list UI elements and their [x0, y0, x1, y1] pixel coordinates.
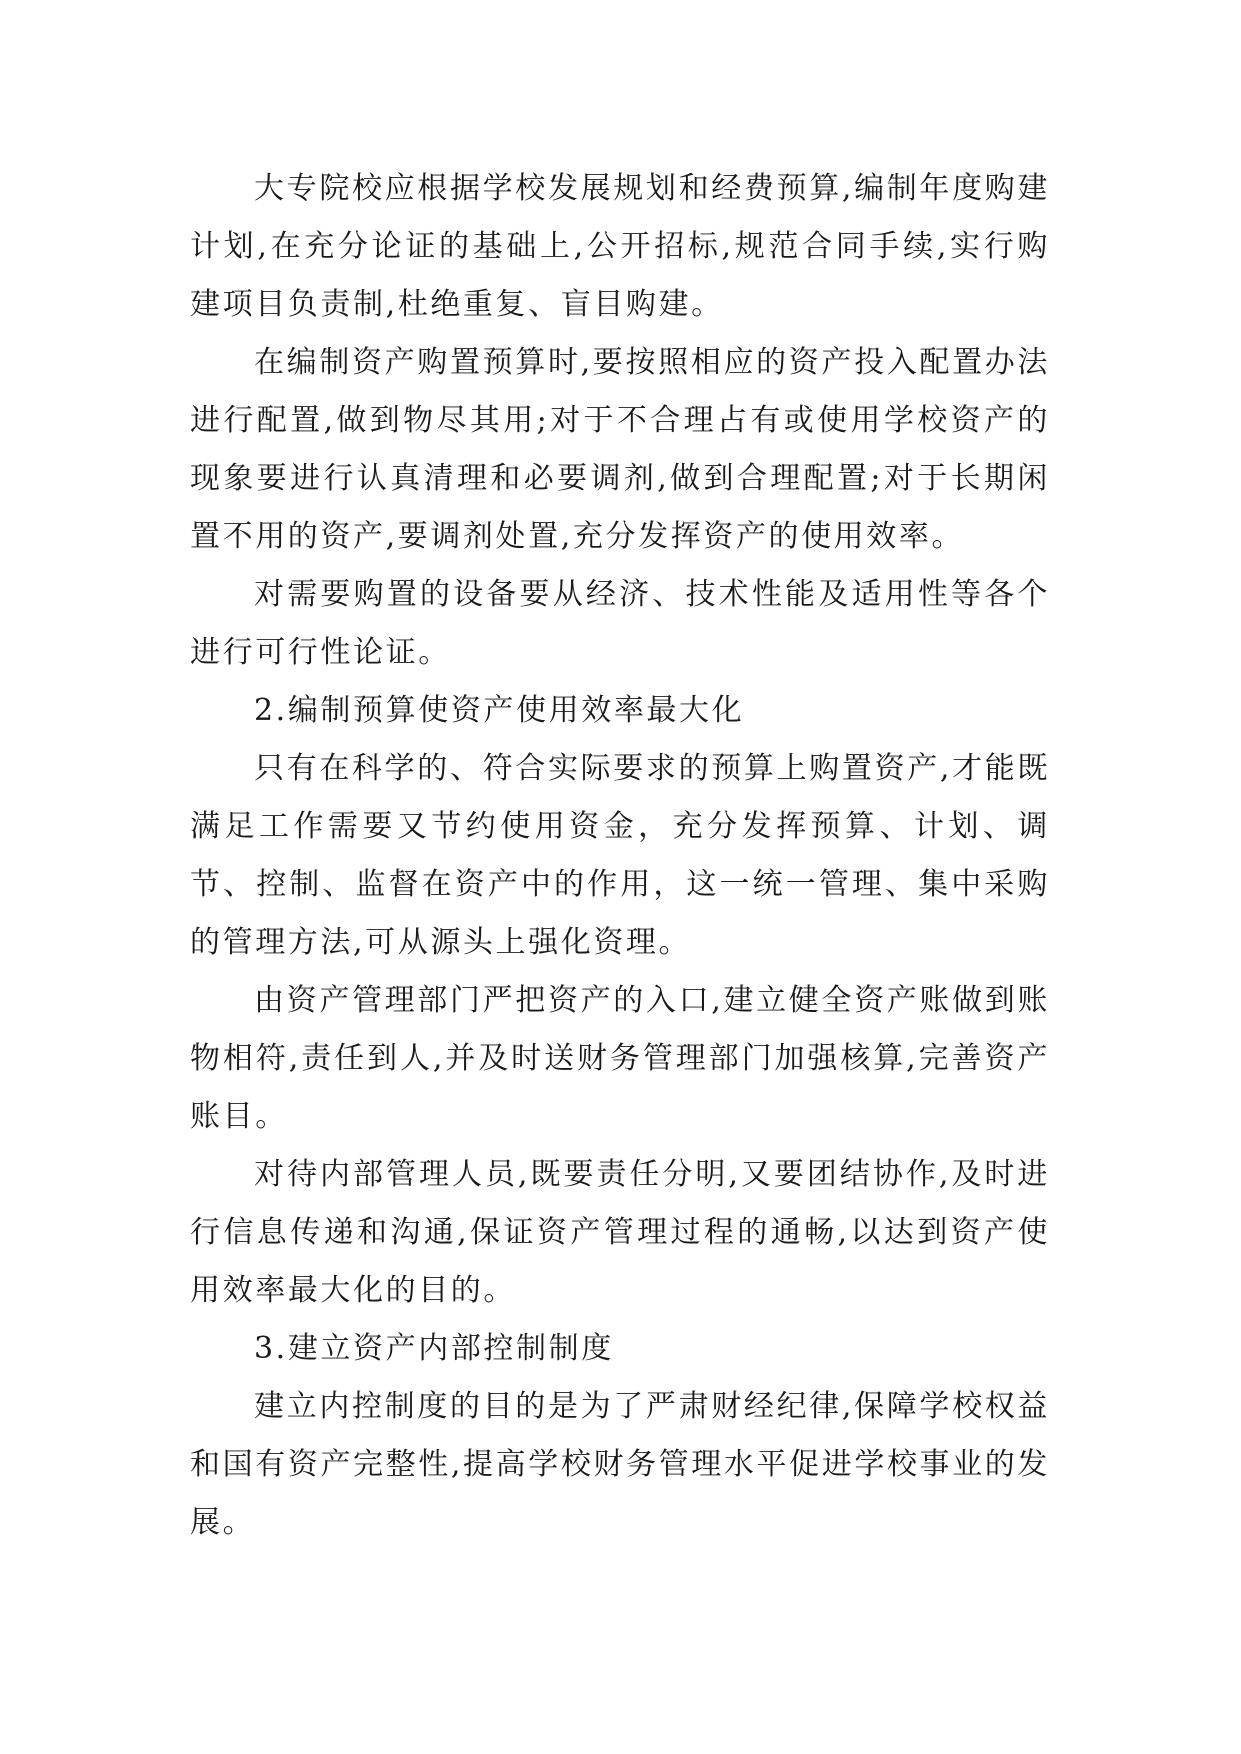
- paragraph-internal-control-purpose: 建立内控制度的目的是为了严肃财经纪律,保障学校权益和国有资产完整性,提高学校财务管理水平促进学校事业的发展。: [190, 1389, 1050, 1540]
- paragraph-annual-purchase-plan: 大专院校应根据学校发展规划和经费预算,编制年度购建计划,在充分论证的基础上,公开招标,规范合同手续,实行购建项目负责制,杜绝重复、盲目购建。: [190, 171, 1050, 322]
- paragraph-asset-entry-control: 由资产管理部门严把资产的入口,建立健全资产账做到账物相符,责任到人,并及时送财务管理部门加强核算,完善资产账目。: [190, 983, 1050, 1134]
- section-heading-2: 2.编制预算使资产使用效率最大化: [254, 693, 745, 728]
- paragraph-scientific-budget: 只有在科学的、符合实际要求的预算上购置资产,才能既满足工作需要又节约使用资金，充分发挥预算、计划、调节、控制、监督在资产中的作用，这一统一管理、集中采购的管理方法,可从源头上强化资理。: [190, 751, 1050, 960]
- paragraph-feasibility-study: 对需要购置的设备要从经济、技术性能及适用性等各个进行可行性论证。: [190, 577, 1050, 670]
- section-heading-3: 3.建立资产内部控制制度: [254, 1331, 614, 1366]
- document-body: [190, 160, 1050, 1552]
- paragraph-internal-staff: 对待内部管理人员,既要责任分明,又要团结协作,及时进行信息传递和沟通,保证资产管理过程的通畅,以达到资产使用效率最大化的目的。: [190, 1157, 1050, 1308]
- paragraph-asset-budget-allocation: 在编制资产购置预算时,要按照相应的资产投入配置办法进行配置,做到物尽其用;对于不合理占有或使用学校资产的现象要进行认真清理和必要调剂,做到合理配置;对于长期闲置不用的资产,要调剂处置,充分发挥资产的使用效率。: [190, 345, 1050, 554]
